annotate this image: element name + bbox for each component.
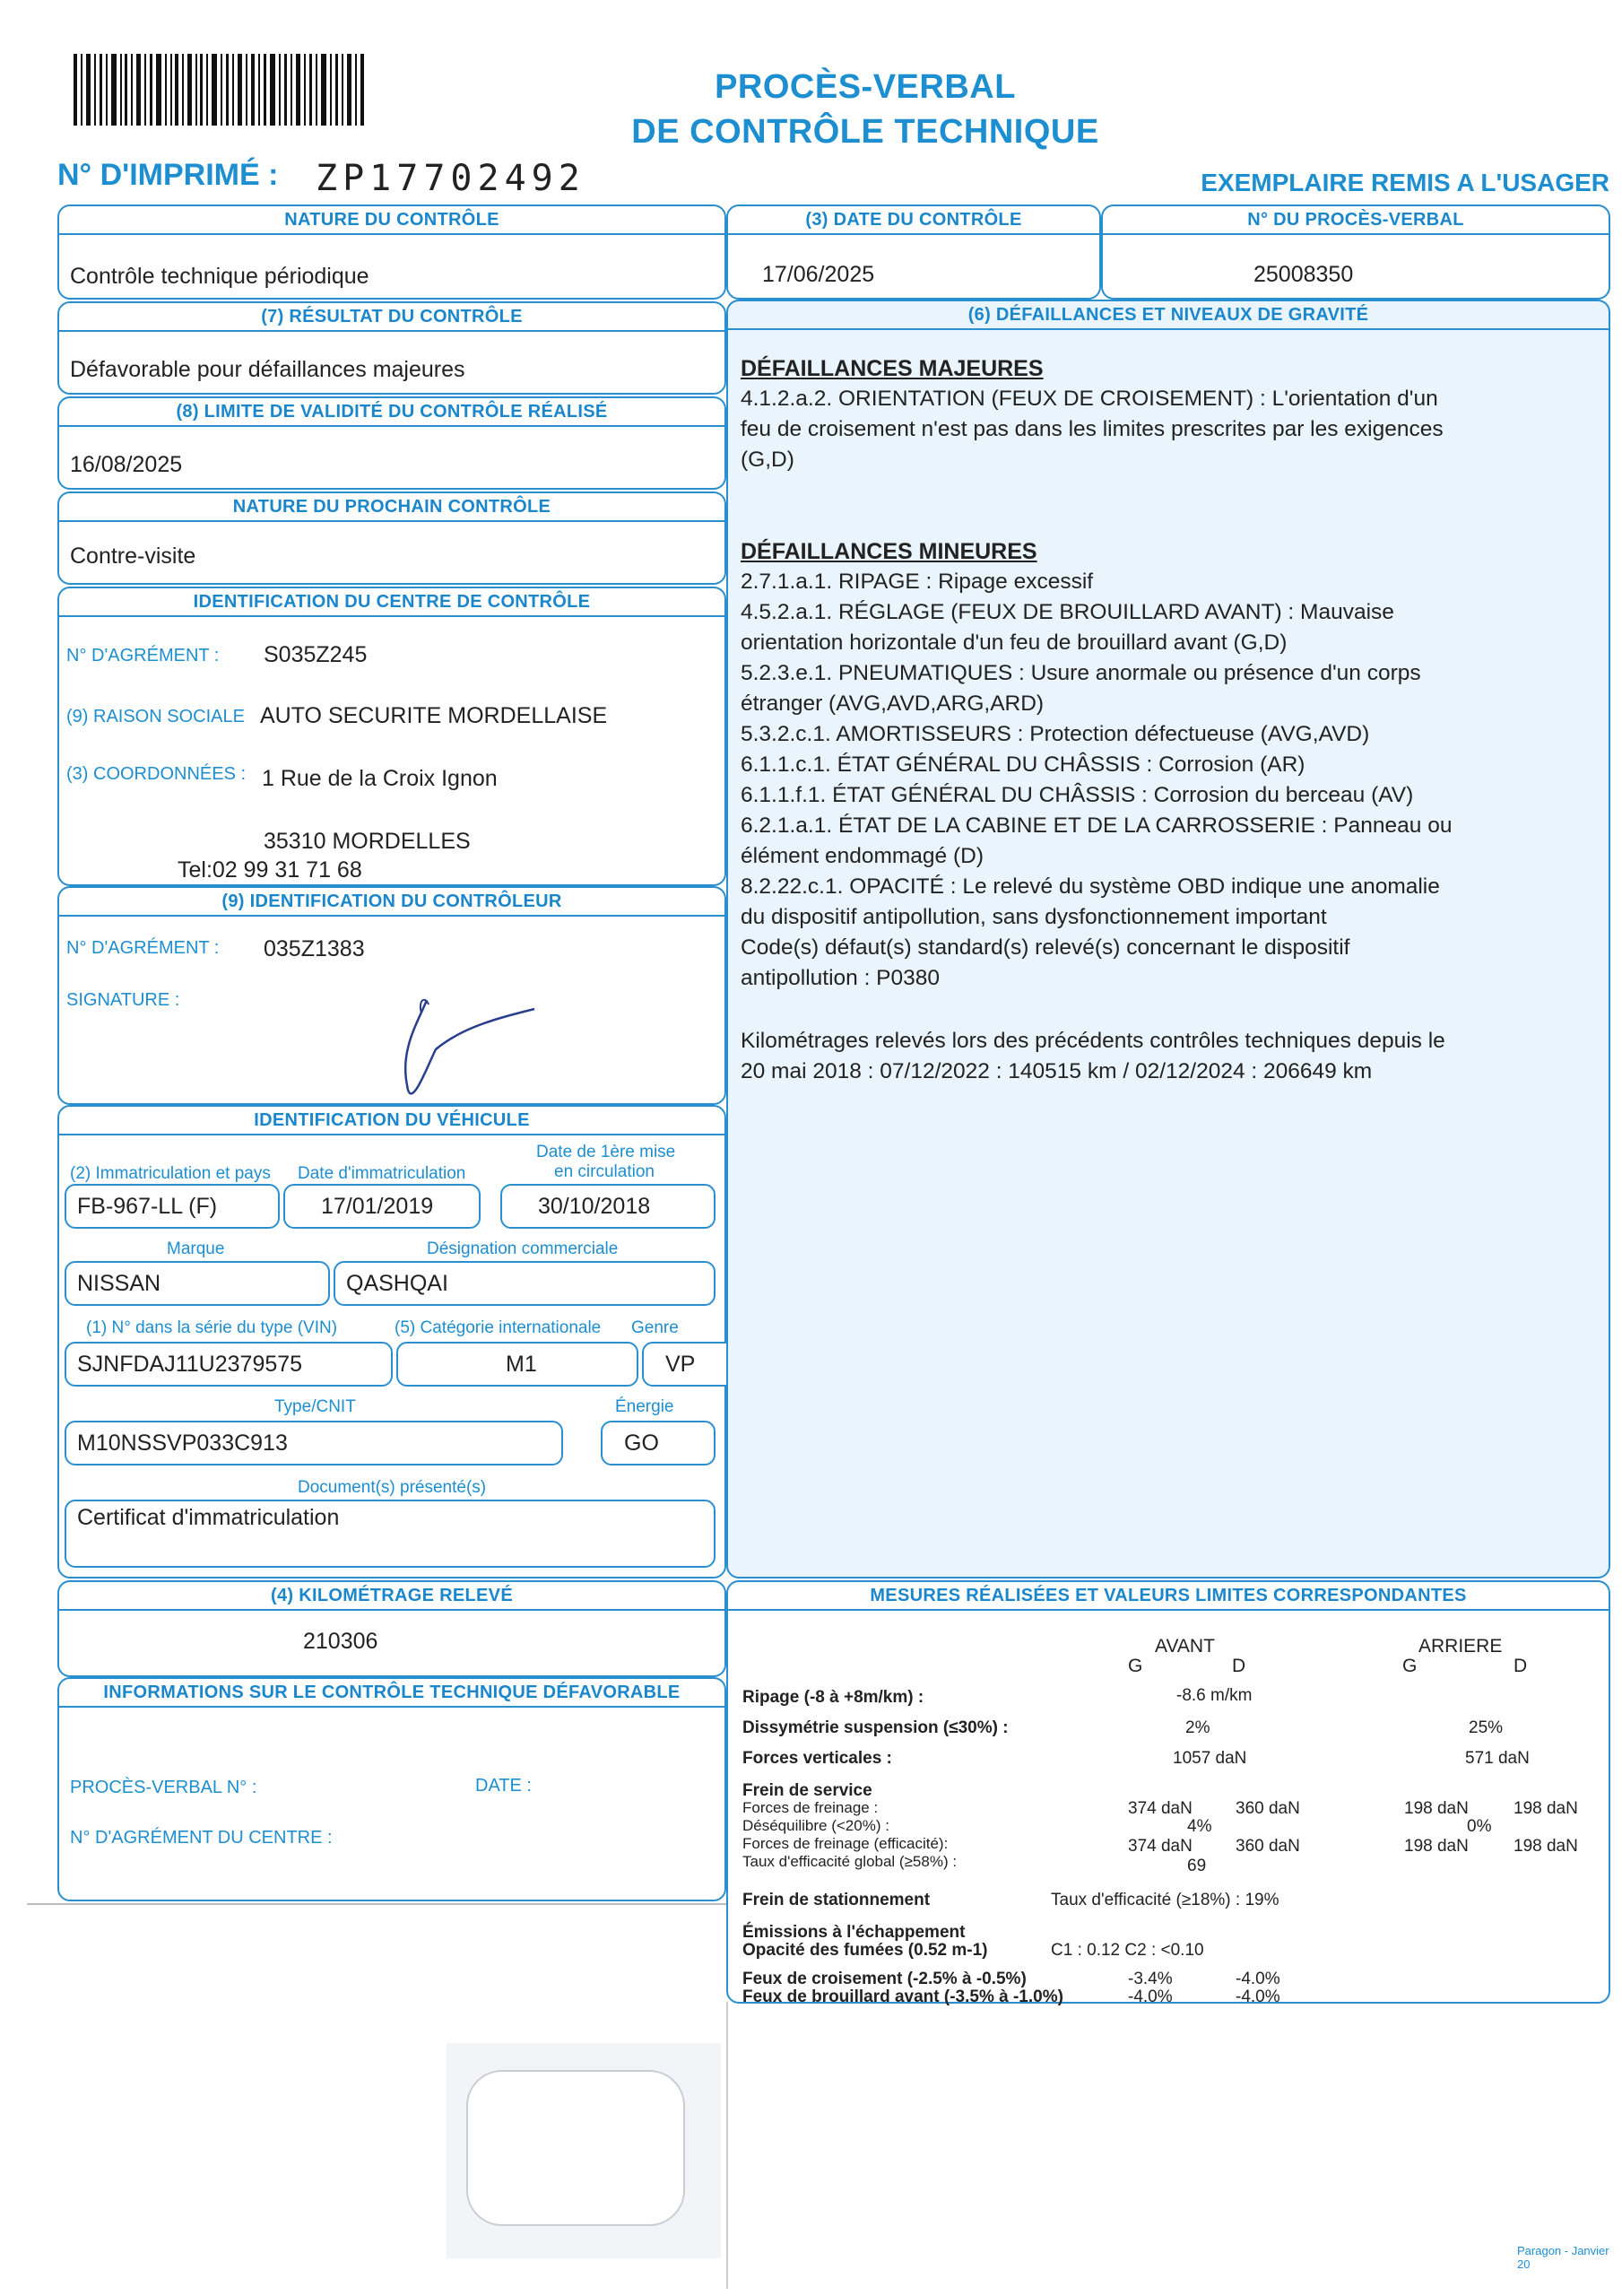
dissym-label: Dissymétrie suspension (≤30%) :	[742, 1718, 1009, 1737]
limite-validite-panel	[57, 396, 726, 490]
document-value: Certificat d'immatriculation	[77, 1505, 340, 1530]
type-field: M10NSSVP033C913	[65, 1421, 563, 1465]
date-mise-field: 30/10/2018	[500, 1184, 716, 1229]
resultat-value: Défavorable pour défaillances majeures	[70, 357, 465, 382]
opacite-label: Opacité des fumées (0.52 m-1)	[742, 1941, 988, 1960]
majeure-line: feu de croisement n'est pas dans les limites prescrites par les exigences	[741, 417, 1444, 441]
taux-global-label: Taux d'efficacité global (≥58%) :	[742, 1853, 958, 1870]
mesures-panel	[726, 1580, 1610, 2004]
energie-label: Énergie	[615, 1397, 674, 1416]
immat-label: (2) Immatriculation et pays	[70, 1164, 271, 1183]
fe-avd: 360 daN	[1236, 1837, 1300, 1856]
feux-crois-g: -3.4%	[1128, 1970, 1173, 1988]
barcode	[74, 54, 369, 126]
ff-arg: 198 daN	[1404, 1799, 1469, 1818]
centre-raison-label: (9) RAISON SOCIALE	[66, 707, 245, 726]
document-field	[65, 1500, 716, 1568]
numero-pv-panel	[1101, 204, 1610, 300]
mineure-line: 5.2.3.e.1. PNEUMATIQUES : Usure anormale ou présence d'un corps	[741, 661, 1421, 685]
document-title-line1: PROCÈS-VERBAL	[715, 68, 1016, 106]
window-stub-inner	[466, 2070, 685, 2226]
date-controle-header: (3) DATE DU CONTRÔLE	[805, 210, 1022, 230]
copy-note: EXEMPLAIRE REMIS A L'USAGER	[1201, 169, 1609, 196]
limite-validite-header: (8) LIMITE DE VALIDITÉ DU CONTRÔLE RÉALISÉ	[176, 402, 608, 422]
taux-global-value: 69	[1187, 1857, 1207, 1875]
feux-brouil-label: Feux de brouillard avant (-3.5% à -1.0%)	[742, 1987, 1063, 2006]
avant-header: AVANT	[1155, 1636, 1215, 1657]
imprime-label: N° D'IMPRIMÉ :	[57, 158, 279, 192]
info-defavorable-header: INFORMATIONS SUR LE CONTRÔLE TECHNIQUE DÉFAVORABLE	[103, 1683, 681, 1702]
avant-g: G	[1128, 1656, 1143, 1676]
feux-crois-label: Feux de croisement (-2.5% à -0.5%)	[742, 1970, 1027, 1988]
info-defavorable-panel	[57, 1677, 726, 1901]
mineure-line: 2.7.1.a.1. RIPAGE : Ripage excessif	[741, 570, 1094, 594]
defaillances-header: (6) DÉFAILLANCES ET NIVEAUX DE GRAVITÉ	[967, 305, 1369, 325]
majeure-line: (G,D)	[741, 448, 794, 472]
forces-freinage-label: Forces de freinage :	[742, 1799, 879, 1816]
imprime-number: ZP17702492	[316, 158, 585, 199]
centre-agrement-value: S035Z245	[264, 642, 368, 667]
signature-scribble	[328, 987, 543, 1121]
centre-address2: 35310 MORDELLES	[264, 829, 471, 854]
marque-field: NISSAN	[65, 1261, 330, 1306]
document-label: Document(s) présenté(s)	[298, 1478, 487, 1497]
energie-field: GO	[601, 1421, 716, 1465]
vertical-divider-line	[726, 2002, 728, 2289]
immat-field: FB-967-LL (F)	[65, 1184, 280, 1229]
controleur-agrement-value: 035Z1383	[264, 936, 365, 961]
centre-address1: 1 Rue de la Croix Ignon	[262, 766, 498, 791]
vin-field: SJNFDAJ11U2379575	[65, 1342, 393, 1387]
desequilibre-label: Déséquilibre (<20%) :	[742, 1817, 889, 1834]
arriere-g: G	[1402, 1656, 1418, 1676]
type-label: Type/CNIT	[274, 1397, 356, 1416]
numero-pv-value: 25008350	[1253, 262, 1354, 287]
ff-ard: 198 daN	[1514, 1799, 1578, 1818]
bottom-divider-line	[27, 1903, 726, 1905]
date-controle-value: 17/06/2025	[762, 262, 875, 287]
genre-field: VP	[642, 1342, 759, 1387]
frein-stationnement-label: Frein de stationnement	[742, 1891, 931, 1909]
mineure-line: 8.2.22.c.1. OPACITÉ : Le relevé du système OBD indique une anomalie	[741, 874, 1440, 899]
footer-note: Paragon - Janvier 20	[1517, 2244, 1609, 2271]
controleur-header: (9) IDENTIFICATION DU CONTRÔLEUR	[221, 891, 562, 911]
kilometrage-value: 210306	[303, 1629, 378, 1654]
limite-validite-value: 16/08/2025	[70, 452, 183, 477]
controleur-agrement-label: N° D'AGRÉMENT :	[66, 938, 220, 958]
arriere-header: ARRIERE	[1418, 1636, 1503, 1657]
date-mise-label2: en circulation	[554, 1162, 655, 1181]
centre-coord-label: (3) COORDONNÉES :	[66, 764, 247, 784]
mineure-line: 6.2.1.a.1. ÉTAT DE LA CABINE ET DE LA CARROSSERIE : Panneau ou	[741, 813, 1453, 838]
mineure-line: antipollution : P0380	[741, 966, 941, 990]
prochain-controle-panel	[57, 491, 726, 585]
dissym-av: 2%	[1185, 1718, 1210, 1737]
date-immat-field: 17/01/2019	[283, 1184, 481, 1229]
fe-arg: 198 daN	[1404, 1837, 1469, 1856]
forces-eff-label: Forces de freinage (efficacité):	[742, 1835, 949, 1852]
numero-pv-header: N° DU PROCÈS-VERBAL	[1247, 210, 1464, 230]
fe-avg: 374 daN	[1128, 1837, 1193, 1856]
mineure-line: Code(s) défaut(s) standard(s) relevé(s) concernant le dispositif	[741, 935, 1350, 960]
majeure-line: 4.1.2.a.2. ORIENTATION (FEUX DE CROISEMENT) : L'orientation d'un	[741, 387, 1438, 411]
vin-label: (1) N° dans la série du type (VIN)	[86, 1318, 338, 1337]
designation-label: Désignation commerciale	[427, 1239, 619, 1258]
mineure-line: étranger (AVG,AVD,ARG,ARD)	[741, 691, 1045, 716]
prochain-controle-value: Contre-visite	[70, 544, 196, 569]
opacite-values: C1 : 0.12 C2 : <0.10	[1051, 1941, 1204, 1960]
km-note-line: 20 mai 2018 : 07/12/2022 : 140515 km / 02/12/2024 : 206649 km	[741, 1059, 1373, 1083]
date-immat-label: Date d'immatriculation	[298, 1164, 466, 1183]
km-note-line: Kilométrages relevés lors des précédents contrôles techniques depuis le	[741, 1029, 1445, 1053]
nature-controle-header: NATURE DU CONTRÔLE	[284, 210, 499, 230]
emissions-label: Émissions à l'échappement	[742, 1923, 966, 1942]
nature-controle-panel	[57, 204, 726, 300]
centre-tel: Tel:02 99 31 71 68	[178, 857, 362, 883]
ripage-label: Ripage (-8 à +8m/km) :	[742, 1688, 924, 1707]
ripage-value: -8.6 m/km	[1176, 1686, 1253, 1705]
mineure-line: 4.5.2.a.1. RÉGLAGE (FEUX DE BROUILLARD AVANT) : Mauvaise	[741, 600, 1394, 624]
date-mise-label1: Date de 1ère mise	[536, 1143, 676, 1161]
document-title-line2: DE CONTRÔLE TECHNIQUE	[631, 113, 1099, 151]
deseq-av: 4%	[1187, 1817, 1212, 1836]
mineures-title: DÉFAILLANCES MINEURES	[741, 539, 1037, 564]
forces-vert-av: 1057 daN	[1173, 1749, 1247, 1768]
fe-ard: 198 daN	[1514, 1837, 1578, 1856]
forces-vert-label: Forces verticales :	[742, 1749, 892, 1768]
date-controle-panel	[726, 204, 1101, 300]
centre-agrement-label: N° D'AGRÉMENT :	[66, 646, 220, 665]
dissym-ar: 25%	[1469, 1718, 1504, 1737]
mesures-header: MESURES RÉALISÉES ET VALEURS LIMITES CORRESPONDANTES	[870, 1586, 1467, 1605]
info-pv-label: PROCÈS-VERBAL N° :	[70, 1778, 257, 1797]
centre-panel	[57, 587, 726, 886]
feux-crois-d: -4.0%	[1236, 1970, 1280, 1988]
resultat-panel	[57, 301, 726, 395]
controleur-panel	[57, 886, 726, 1105]
categorie-field: M1	[396, 1342, 638, 1387]
frein-service-label: Frein de service	[742, 1781, 872, 1800]
kilometrage-header: (4) KILOMÉTRAGE RELEVÉ	[271, 1586, 513, 1605]
mineure-line: 6.1.1.f.1. ÉTAT GÉNÉRAL DU CHÂSSIS : Corrosion du berceau (AV)	[741, 783, 1414, 807]
centre-raison-value: AUTO SECURITE MORDELLAISE	[260, 703, 608, 728]
vehicule-header: IDENTIFICATION DU VÉHICULE	[254, 1110, 530, 1130]
marque-label: Marque	[167, 1239, 225, 1258]
feux-brouil-d: -4.0%	[1236, 1987, 1280, 2006]
defaillances-panel	[726, 300, 1610, 1578]
feux-brouil-g: -4.0%	[1128, 1987, 1173, 2006]
arriere-d: D	[1514, 1656, 1528, 1676]
prochain-controle-header: NATURE DU PROCHAIN CONTRÔLE	[232, 497, 551, 517]
deseq-ar: 0%	[1467, 1817, 1492, 1836]
ff-avd: 360 daN	[1236, 1799, 1300, 1818]
avant-d: D	[1232, 1656, 1246, 1676]
ff-avg: 374 daN	[1128, 1799, 1193, 1818]
majeures-title: DÉFAILLANCES MAJEURES	[741, 356, 1044, 381]
kilometrage-panel	[57, 1580, 726, 1677]
mineure-line: orientation horizontale d'un feu de brouillard avant (G,D)	[741, 631, 1288, 655]
nature-controle-value: Contrôle technique périodique	[70, 264, 369, 289]
mineure-line: 6.1.1.c.1. ÉTAT GÉNÉRAL DU CHÂSSIS : Corrosion (AR)	[741, 752, 1305, 777]
centre-header: IDENTIFICATION DU CENTRE DE CONTRÔLE	[193, 592, 591, 612]
resultat-header: (7) RÉSULTAT DU CONTRÔLE	[261, 307, 523, 326]
mineure-line: 5.3.2.c.1. AMORTISSEURS : Protection défectueuse (AVG,AVD)	[741, 722, 1370, 746]
info-agrement-label: N° D'AGRÉMENT DU CENTRE :	[70, 1828, 333, 1848]
mineure-line: du dispositif antipollution, sans dysfonctionnement important	[741, 905, 1327, 929]
genre-label: Genre	[631, 1318, 679, 1337]
categorie-label: (5) Catégorie internationale	[395, 1318, 602, 1337]
mineure-line: élément endommagé (D)	[741, 844, 984, 868]
controleur-signature-label: SIGNATURE :	[66, 990, 180, 1010]
designation-field: QASHQAI	[334, 1261, 716, 1306]
forces-vert-ar: 571 daN	[1465, 1749, 1530, 1768]
taux-stationnement: Taux d'efficacité (≥18%) : 19%	[1051, 1891, 1279, 1909]
info-date-label: DATE :	[475, 1776, 532, 1796]
vehicule-panel	[57, 1105, 726, 1578]
